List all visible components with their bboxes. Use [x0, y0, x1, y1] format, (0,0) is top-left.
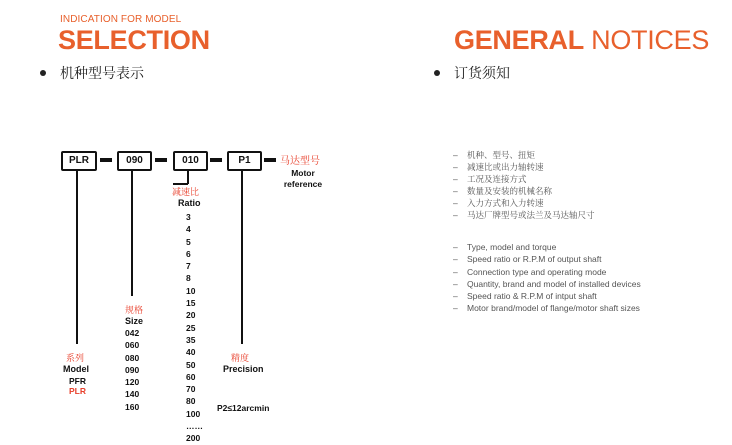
notice-text: Speed ratio or R.P.M of output shaft: [467, 254, 602, 265]
notice-text: Type, model and torque: [467, 242, 557, 252]
ratio-value: 100: [186, 408, 201, 419]
ratio-label-cn: 减速比: [172, 187, 200, 197]
notice-text: 入力方式和入力转速: [467, 198, 544, 208]
size-value: 042: [125, 328, 140, 338]
notice-text: 机种、型号、扭矩: [467, 150, 536, 160]
code-dash: [264, 158, 276, 162]
notice-text: Motor brand/model of flange/motor shaft sizes: [467, 303, 640, 314]
ratio-value: 5: [186, 236, 191, 247]
dash-bullet: –: [453, 198, 458, 208]
ratio-value: 25: [186, 322, 196, 333]
size-value: 120: [125, 377, 140, 388]
size-label-cn: 规格: [125, 305, 144, 315]
code-dash: [155, 158, 167, 162]
notice-item: [453, 278, 641, 290]
size-value: 080: [125, 352, 140, 363]
ratio-value: 70: [186, 384, 196, 395]
header-kicker: INDICATION FOR MODEL: [60, 14, 182, 25]
notice-item: [453, 302, 641, 314]
model-label-cn: 系列: [66, 353, 85, 363]
notice-item: [453, 161, 595, 173]
ratio-value: 8: [186, 273, 191, 284]
code-box-ratio: 010: [173, 151, 208, 171]
motor-label-cn: 马达型号: [280, 156, 320, 167]
dash-bullet: –: [453, 291, 458, 302]
ratio-value: 10: [186, 285, 196, 296]
dash-bullet: –: [453, 242, 458, 252]
ratio-value: 20: [186, 310, 196, 321]
dash-bullet: –: [453, 186, 458, 196]
notice-text: Speed ratio & R.P.M of intput shaft: [467, 291, 597, 302]
ratio-value: ……: [186, 421, 203, 432]
ratio-value: 7: [186, 261, 191, 272]
page-title-left: SELECTION: [58, 25, 210, 55]
ratio-label-en: Ratio: [178, 198, 201, 208]
section-heading-left: 机种型号表示: [40, 63, 144, 83]
size-value: 140: [125, 389, 140, 400]
dash-bullet: –: [453, 266, 458, 277]
notices-cn-list: [453, 149, 595, 221]
dash-bullet: –: [453, 278, 458, 289]
dash-bullet: –: [453, 210, 458, 220]
connector-size: [131, 171, 133, 296]
size-value: 090: [125, 364, 140, 375]
precision-label-cn: 精度: [231, 353, 250, 363]
code-dash: [100, 158, 112, 162]
ratio-value: 15: [186, 298, 196, 309]
notice-item: [453, 173, 595, 185]
notice-text: 工况及连接方式: [467, 174, 527, 184]
ratio-values: [186, 211, 203, 445]
ratio-value: 50: [186, 359, 196, 370]
ratio-value: 80: [186, 396, 196, 407]
notice-item: [453, 290, 641, 302]
precision-value: P2≤12arcmin: [217, 403, 270, 413]
code-box-size: 090: [117, 151, 152, 171]
notice-item: [453, 253, 641, 265]
connector-model: [76, 171, 78, 344]
model-value-selected: PLR: [69, 386, 86, 396]
section-heading-right: 订货须知: [434, 63, 510, 83]
ratio-value: 6: [186, 248, 191, 259]
notice-item: [453, 185, 595, 197]
ratio-value: 35: [186, 334, 196, 345]
ratio-value: 40: [186, 347, 196, 358]
connector-precision: [241, 171, 243, 344]
ratio-value: 4: [186, 224, 191, 235]
code-box-model: PLR: [61, 151, 97, 171]
notice-item: [453, 149, 595, 161]
notice-item: [453, 209, 595, 221]
code-box-precision: P1: [227, 151, 262, 171]
notice-item: [453, 241, 641, 253]
notice-text: 减速比或出力轴转速: [467, 162, 544, 172]
model-label-en: Model: [63, 364, 89, 374]
title-bold: GENERAL: [454, 25, 584, 55]
size-value: 060: [125, 340, 140, 351]
precision-label-en: Precision: [223, 364, 264, 374]
dash-bullet: –: [453, 303, 458, 314]
notice-item: [453, 266, 641, 278]
bullet-dot: [40, 70, 46, 76]
notice-item: [453, 197, 595, 209]
notice-text: 马达厂牌型号或法兰及马达轴尺寸: [467, 210, 595, 220]
code-dash: [210, 158, 222, 162]
model-value: PFR: [69, 376, 86, 386]
dash-bullet: –: [453, 254, 458, 265]
size-value: 160: [125, 401, 140, 412]
title-light: NOTICES: [591, 25, 710, 55]
bullet-dot: [434, 70, 440, 76]
size-label-en: Size: [125, 316, 144, 326]
dash-bullet: –: [453, 150, 458, 160]
notice-text: 数量及安装的机械名称: [467, 186, 553, 196]
dash-bullet: –: [453, 174, 458, 184]
notice-text: Quantity, brand and model of installed devices: [467, 278, 641, 289]
motor-label-en: Motor reference: [283, 168, 323, 189]
ratio-value: 200: [186, 433, 201, 444]
notice-text: Connection type and operating mode: [467, 266, 607, 277]
model-values: [69, 376, 86, 396]
dash-bullet: –: [453, 162, 458, 172]
size-values: [125, 327, 139, 413]
notices-en-list: [453, 241, 641, 315]
page-title-right: [454, 25, 709, 55]
ratio-value: 3: [186, 212, 191, 222]
ratio-value: 60: [186, 371, 196, 382]
